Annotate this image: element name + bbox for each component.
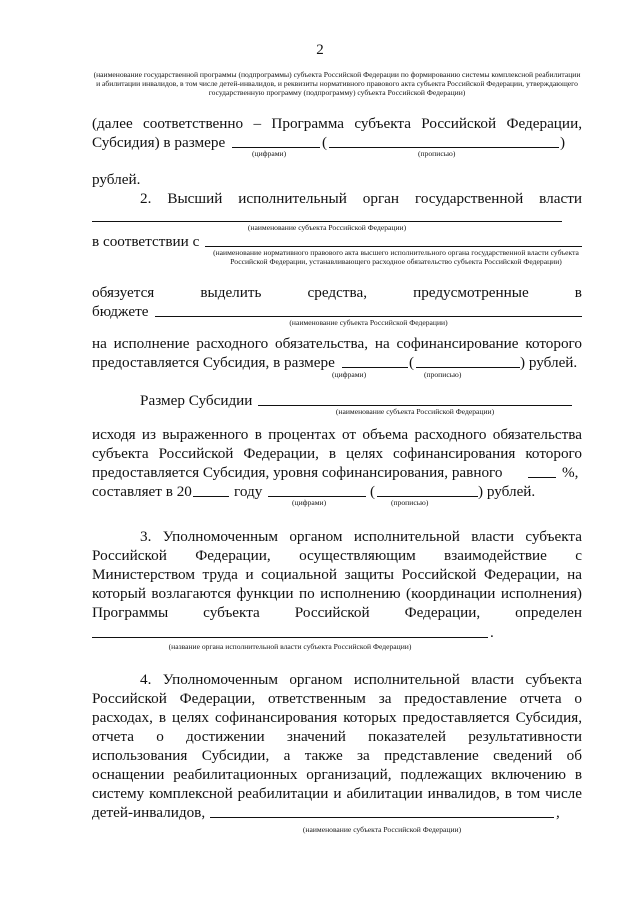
p4-word: Федерации, xyxy=(195,547,271,564)
p4-line4: который возлагаются функции по исполнению (координации исполнения) xyxy=(92,585,582,602)
p5-line5: использования Субсидии, а также за представление сведений об xyxy=(92,747,582,764)
p5-comma: , xyxy=(556,804,560,821)
p3-caption-subject: (наименование субъекта Российской Федерации) xyxy=(335,407,495,416)
p2-word: власти xyxy=(539,190,582,207)
p2-budget-blank xyxy=(155,316,582,317)
p1-digits-blank xyxy=(232,147,320,148)
p3-digits-blank xyxy=(268,496,366,497)
p2-line3 xyxy=(92,283,582,302)
p2-in-accordance: в соответствии с xyxy=(92,233,200,250)
p3-line5-b: году xyxy=(234,483,263,500)
p4-line2 xyxy=(92,546,582,565)
p3-line4-pct: %, xyxy=(562,464,579,481)
p1-caption-digits: (цифрами) xyxy=(252,149,287,158)
p5-word: показателей xyxy=(368,728,446,745)
p5-word: отчета xyxy=(92,728,134,745)
p5-line6: оснащении реабилитационных организаций, подлежащих включению в xyxy=(92,766,582,783)
p5-line7: систему комплексной реабилитации и абилитации инвалидов, в том числе xyxy=(92,785,582,802)
p2-words-blank xyxy=(416,367,520,368)
p5-line2: Российской Федерации, ответственным за предоставление отчета о xyxy=(92,690,582,707)
p4-word: взаимодействие xyxy=(444,547,547,564)
p5-word: результативности xyxy=(468,728,582,745)
p4-line1: 3. Уполномоченным органом исполнительной власти субъекта xyxy=(140,528,582,545)
p5-word: о xyxy=(156,728,164,745)
p3-line3: субъекта Российской Федерации, в целях софинансирования которого xyxy=(92,445,582,462)
p2-caption-subject: (наименование субъекта Российской Федерации) xyxy=(247,223,407,232)
p4-caption-organ: (название органа исполнительной власти субъекта Российской Федерации) xyxy=(168,642,412,651)
p5-caption-subject: (наименование субъекта Российской Федерации) xyxy=(302,825,462,834)
p4-dot: . xyxy=(490,624,494,641)
p2-word: в xyxy=(574,284,582,301)
p2-paren-open: ( xyxy=(409,354,415,371)
p1-line2-text: Субсидия) в размере xyxy=(92,134,226,151)
p3-line2: исходя из выраженного в процентах от объема расходного обязательства xyxy=(92,426,582,443)
p2-word: Высший xyxy=(167,190,223,207)
p1-line1: (далее соответственно – Программа субъекта Российской Федерации, xyxy=(92,115,582,132)
p5-word: достижении xyxy=(186,728,265,745)
p4-word: Российской xyxy=(294,604,370,621)
p5-subject-blank xyxy=(210,817,554,818)
p3-caption-digits: (цифрами) xyxy=(292,498,327,507)
p3-words-blank xyxy=(377,496,478,497)
p3-subject-blank xyxy=(258,405,572,406)
p2-word: орган xyxy=(362,190,400,207)
p2-caption-subject2: (наименование субъекта Российской Федерации) xyxy=(289,318,448,327)
p3-pct-blank xyxy=(528,477,556,478)
p5-line4 xyxy=(92,727,582,746)
p5-word: значений xyxy=(286,728,346,745)
p5-line3: расходах, в целях софинансирования которых предоставляется Субсидия, xyxy=(92,709,582,726)
p2-act-blank xyxy=(205,246,582,247)
p2-word: обязуется xyxy=(92,284,155,301)
p4-word: с xyxy=(575,547,582,564)
p2-caption-act: (наименование нормативного правового акта высшего исполнительного органа государственной власти субъекта Российской Федерации, устанавливающего расходное обязательство субъекта Российской Федерации) xyxy=(213,248,579,266)
p2-caption-words: (прописью) xyxy=(424,370,462,379)
p4-word: субъекта xyxy=(203,604,260,621)
p4-word: Российской xyxy=(92,547,167,564)
p1-paren-close: ) xyxy=(560,134,566,151)
p1-line3: рублей. xyxy=(92,171,141,188)
p2-line6-text: предоставляется Субсидия, в размере xyxy=(92,354,335,371)
p2-line5: на исполнение расходного обязательства, на софинансирование которого xyxy=(92,335,582,352)
p2-word: исполнительный xyxy=(238,190,347,207)
p2-word: средства, xyxy=(307,284,368,301)
p3-paren-open: ( xyxy=(370,483,376,500)
p2-line1 xyxy=(92,189,582,208)
p3-size-label: Размер Субсидии xyxy=(140,392,253,409)
p1-caption-words: (прописью) xyxy=(418,149,456,158)
p3-line4-text: предоставляется Субсидия, уровня софинансирования, равного xyxy=(92,464,503,481)
p4-organ-blank xyxy=(92,637,488,638)
p2-word: выделить xyxy=(200,284,262,301)
p3-year-blank xyxy=(193,496,229,497)
p2-word: предусмотренные xyxy=(413,284,529,301)
p4-line5 xyxy=(92,603,582,622)
p4-word: Федерации, xyxy=(404,604,481,621)
p3-line5-rub: ) рублей. xyxy=(478,483,536,500)
p5-line1: 4. Уполномоченным органом исполнительной власти субъекта xyxy=(140,671,582,688)
p2-caption-digits: (цифрами) xyxy=(332,370,367,379)
p2-subject-blank xyxy=(92,221,562,222)
p2-digits-blank xyxy=(342,367,408,368)
p4-word: осуществляющим xyxy=(299,547,416,564)
caption-program-name: (наименование государственной программы (подпрограммы) субъекта Российской Федерации по формированию системы комплексной реабилитации и абилитации инвалидов, в том числе детей-инвалидов, и реквизиты нормативного правового акта субъекта Российской Федерации, утверждающего государственную программу (подпрограмму) субъекта Российской Федерации) xyxy=(93,70,581,97)
p1-words-blank xyxy=(329,147,559,148)
page-number: 2 xyxy=(316,42,324,58)
p5-line8-text: детей-инвалидов, xyxy=(92,804,206,821)
p4-word: определен xyxy=(515,604,582,621)
p1-paren-open: ( xyxy=(322,134,328,151)
p4-word: Программы xyxy=(92,604,169,621)
p2-budget: бюджете xyxy=(92,303,149,320)
p2-word: государственной xyxy=(414,190,524,207)
p3-line5-a: составляет в 20 xyxy=(92,483,192,500)
p2-word: 2. xyxy=(140,190,152,207)
p2-line6-rub: ) рублей. xyxy=(520,354,578,371)
p3-caption-words: (прописью) xyxy=(391,498,429,507)
p4-line3: Министерством труда и социальной защиты Российской Федерации, на xyxy=(92,566,582,583)
